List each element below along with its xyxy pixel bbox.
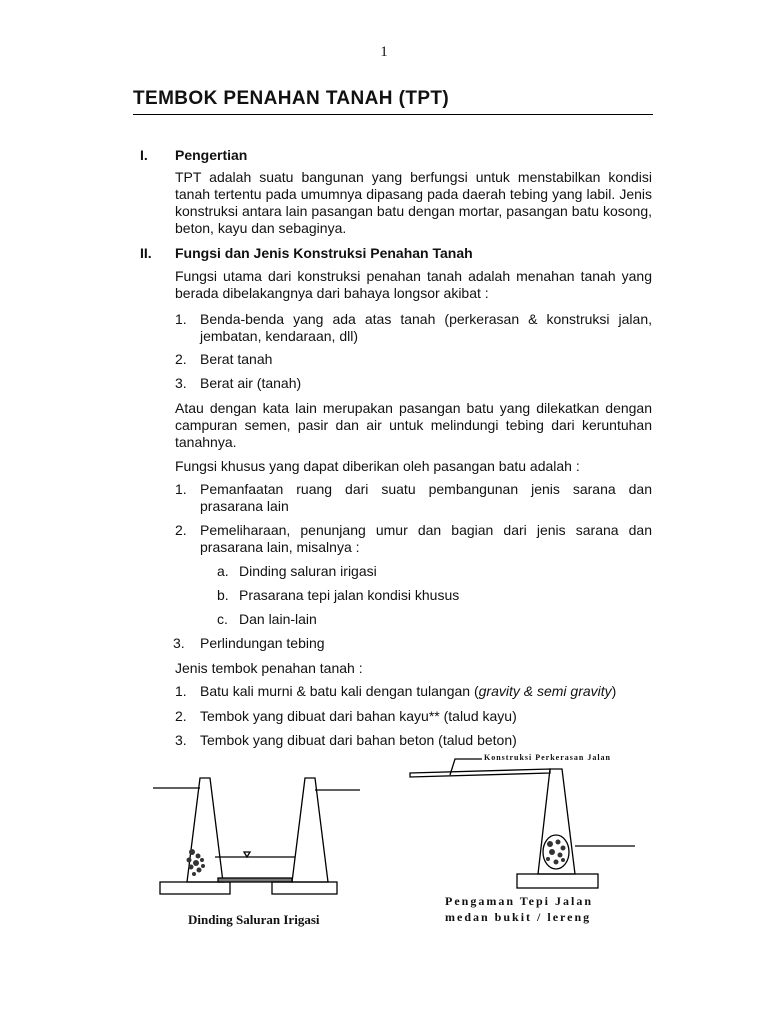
definition-paragraph: TPT adalah suatu bangunan yang berfungsi untuk menstabilkan kondisi tanah tertentu pada umumnya dipasang pada daerah tebing yang labil. Jenis konstruksi antara lain pasangan batu dengan mortar, pasangan batu kosong, beton, kayu dan sebaginya. (175, 169, 652, 236)
right-figure-caption-line1: Pengaman Tepi Jalan (445, 894, 594, 908)
list-item-italic: gravity & semi gravity (478, 683, 612, 699)
intro-paragraph: Fungsi utama dari konstruksi penahan tanah adalah menahan tanah yang berada dibelakangnya dari bahaya longsor akibat : (175, 268, 652, 301)
section-heading: Fungsi dan Jenis Konstruksi Penahan Tanah (175, 245, 473, 261)
list-item: Tembok yang dibuat dari bahan beton (talud beton) (200, 732, 517, 748)
types-intro: Jenis tembok penahan tanah : (175, 660, 363, 676)
right-footing (272, 882, 337, 894)
sublist-letter: a. (217, 563, 229, 579)
list-item: Berat tanah (200, 351, 273, 367)
irrigation-channel-figure (140, 770, 380, 905)
page-number: 1 (380, 44, 388, 60)
section-number: II. (140, 245, 152, 261)
left-figure-caption: Dinding Saluran Irigasi (188, 912, 320, 927)
wall-footing (517, 874, 598, 888)
list-number: 2. (175, 351, 187, 367)
pavement-leader-line (450, 759, 482, 775)
left-footing (160, 882, 230, 894)
title-underline (133, 114, 653, 115)
sublist-letter: b. (217, 587, 229, 603)
right-wall (292, 778, 328, 882)
list-number: 3. (175, 375, 187, 391)
section-number: I. (140, 147, 148, 163)
list-item-text: ) (611, 683, 617, 699)
stone-fill (546, 840, 566, 865)
sublist-item: Dan lain-lain (239, 611, 317, 627)
list-number: 1. (175, 311, 187, 327)
list-item: Tembok yang dibuat dari bahan kayu** (talud kayu) (200, 708, 517, 724)
list-number: 3. (173, 635, 185, 651)
sublist-letter: c. (217, 611, 228, 627)
list-item: Perlindungan tebing (200, 635, 325, 651)
list-item: Pemanfaatan ruang dari suatu pembangunan jenis sarana dan prasarana lain (200, 481, 652, 514)
list-item-text: Batu kali murni & batu kali dengan tulangan ( (200, 683, 479, 699)
right-figure-caption-line2: medan bukit / lereng (445, 910, 592, 924)
list-item: Pemeliharaan, penunjang umur dan bagian dari jenis sarana dan prasarana lain, misalnya : (200, 522, 652, 555)
list-number: 3. (175, 732, 187, 748)
sublist-item: Dinding saluran irigasi (239, 563, 377, 579)
paragraph: Fungsi khusus yang dapat diberikan oleh pasangan batu adalah : (175, 458, 580, 474)
list-item: Berat air (tanah) (200, 375, 302, 391)
list-number: 2. (175, 522, 187, 538)
road-pavement (410, 769, 550, 777)
page-title: TEMBOK PENAHAN TANAH (TPT) (133, 88, 450, 109)
water-level-marker (244, 852, 250, 857)
list-number: 1. (175, 683, 187, 699)
pavement-label: Konstruksi Perkerasan Jalan (484, 753, 612, 762)
list-item (200, 683, 616, 700)
list-number: 2. (175, 708, 187, 724)
roadside-wall-figure (400, 752, 650, 897)
paragraph: Atau dengan kata lain merupakan pasangan batu yang dilekatkan dengan campuran semen, pasir dan air untuk melindungi tebing dari keruntuhan tanahnya. (175, 400, 652, 450)
list-item: Benda-benda yang ada atas tanah (perkerasan & konstruksi jalan, jembatan, kendaraan, dll) (200, 311, 652, 344)
section-heading: Pengertian (175, 147, 248, 163)
sublist-item: Prasarana tepi jalan kondisi khusus (239, 587, 460, 603)
list-number: 1. (175, 481, 187, 497)
